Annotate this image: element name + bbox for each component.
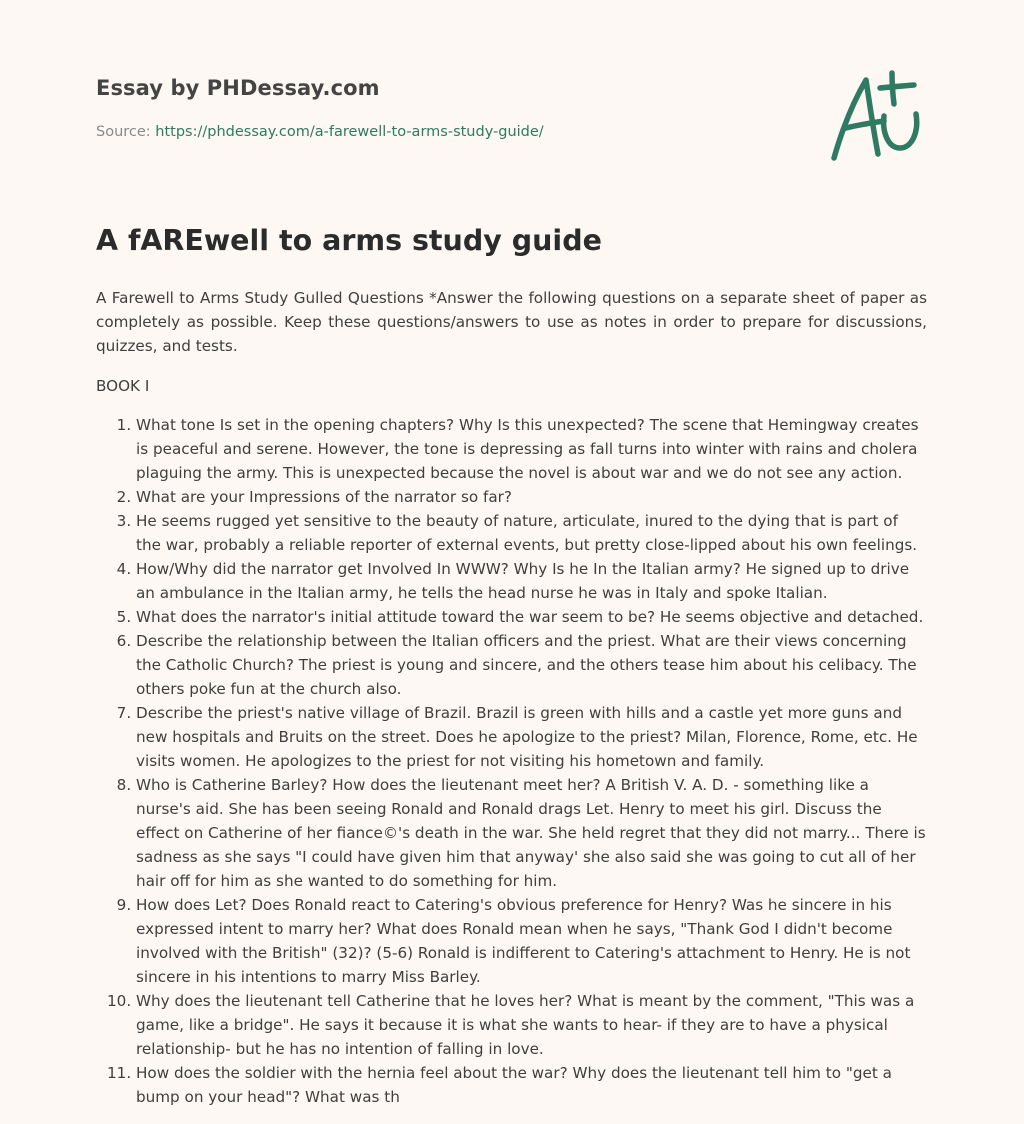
intro-paragraph: A Farewell to Arms Study Gulled Questions *Answer the following questions on a separate sheet of paper as completely as possible. Keep these questions/answers to use as notes in order to prepare for discussions, quizzes, and tests. — [96, 289, 927, 355]
list-item: 2. What are your Impressions of the narrator so far? — [136, 485, 927, 509]
list-item: 7. Describe the priest's native village of Brazil. Brazil is green with hills and a castle yet more guns and new hospitals and Bruits on the street. Does he apologize to the priest? Milan, Florence, Rome, etc. He visits women. He apologizes to the priest for not visiting his hometown and family. — [136, 701, 927, 773]
list-item: 1. What tone Is set in the opening chapters? Why Is this unexpected? The scene that Hemingway creates is peaceful and serene. However, the tone is depressing as fall turns into winter with rains and cholera plaguing the army. This is unexpected because the novel is about war and we do not see any action. — [136, 413, 927, 485]
source-line — [96, 124, 544, 140]
list-item: 8. Who is Catherine Barley? How does the lieutenant meet her? A British V. A. D. - something like a nurse's aid. She has been seeing Ronald and Ronald drags Let. Henry to meet his girl. Discuss the effect on Catherine of her fiance©'s death in the war. She held regret that they did not marry... There is sadness as she says "I could have given him that anyway' she also said she was going to cut all of her hair off for him as she wanted to do something for him. — [136, 773, 927, 893]
header — [96, 0, 927, 180]
page-title: A fAREwell to arms study guide — [96, 224, 602, 257]
list-item: 5. What does the narrator's initial attitude toward the war seem to be? He seems objective and detached. — [136, 605, 927, 629]
section-heading: BOOK I — [96, 377, 150, 395]
a-plus-logo-icon — [826, 68, 930, 164]
source-label: Source: — [96, 124, 151, 140]
question-list — [96, 413, 927, 1109]
list-item: 11. How does the soldier with the hernia feel about the war? Why does the lieutenant tell him to "get a bump on your head"? What was th — [136, 1061, 927, 1109]
source-link[interactable]: https://phdessay.com/a-farewell-to-arms-study-guide/ — [155, 124, 544, 140]
list-item: 6. Describe the relationship between the Italian officers and the priest. What are their views concerning the Catholic Church? The priest is young and sincere, and the others tease him about his celibacy. The others poke fun at the church also. — [136, 629, 927, 701]
list-item: 10. Why does the lieutenant tell Catherine that he loves her? What is meant by the comment, "This was a game, like a bridge". He says it because it is what she wants to hear- if they are to have a physical relationship- but he has no intention of falling in love. — [136, 989, 927, 1061]
site-brand: Essay by PHDessay.com — [96, 76, 380, 100]
list-item: 3. He seems rugged yet sensitive to the beauty of nature, articulate, inured to the dying that is part of the war, probably a reliable reporter of external events, but pretty close-lipped about his own feelings. — [136, 509, 927, 557]
list-item: 9. How does Let? Does Ronald react to Catering's obvious preference for Henry? Was he sincere in his expressed intent to marry her? What does Ronald mean when he says, "Thank God I didn't become involved with the British" (32)? (5-6) Ronald is indifferent to Catering's attachment to Henry. He is not sincere in his intentions to marry Miss Barley. — [136, 893, 927, 989]
list-item: 4. How/Why did the narrator get Involved In WWW? Why Is he In the Italian army? He signed up to drive an ambulance in the Italian army, he tells the head nurse he was in Italy and spoke Italian. — [136, 557, 927, 605]
